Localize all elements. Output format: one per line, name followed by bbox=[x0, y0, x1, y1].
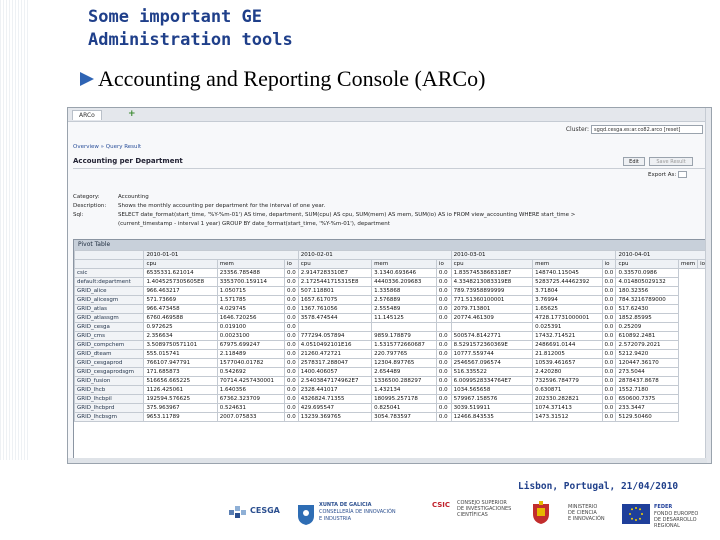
table-row bbox=[75, 278, 708, 287]
pivot-cell: 1126.425061 bbox=[144, 386, 217, 395]
pivot-cell: 1074.371413 bbox=[533, 404, 602, 413]
pivot-cell: 171.685873 bbox=[144, 368, 217, 377]
pivot-cell: 3039.519911 bbox=[451, 404, 533, 413]
pivot-cell bbox=[372, 323, 437, 332]
pivot-cell: 21.812005 bbox=[533, 350, 602, 359]
pivot-cell: 2.9147283310E7 bbox=[298, 269, 371, 278]
pivot-cell: 507.118801 bbox=[298, 287, 371, 296]
table-row bbox=[75, 368, 708, 377]
pivot-cell: 0.0 bbox=[602, 350, 616, 359]
pivot-cell: 20774.461309 bbox=[451, 314, 533, 323]
pivot-row-label[interactable]: GRID_cesga bbox=[75, 323, 144, 332]
pivot-cell: 516.335522 bbox=[451, 368, 533, 377]
pivot-cell: 67362.323709 bbox=[217, 395, 284, 404]
cluster-label: Cluster: bbox=[565, 126, 590, 133]
pivot-row-label[interactable]: GRID_lhcbsgm bbox=[75, 413, 144, 422]
description-value: Shows the monthly accounting per department for the interval of one year. bbox=[118, 203, 326, 209]
pivot-cell: 429.695547 bbox=[298, 404, 371, 413]
pivot-cell: 1.5315772660687 bbox=[372, 341, 437, 350]
new-tab-icon[interactable]: + bbox=[128, 109, 136, 119]
xunta-logo bbox=[297, 496, 417, 536]
sql-value-line-1: SELECT date_format(start_time, '%Y-%m-01') AS time, department, SUM(cpu) AS cpu, SUM(mem) AS mem, SUM(io) AS io FROM view_accounting WHERE start_time > bbox=[118, 212, 576, 218]
pivot-cell: 1.432134 bbox=[372, 386, 437, 395]
pivot-cell: 0.0 bbox=[602, 332, 616, 341]
table-row bbox=[75, 377, 708, 386]
pivot-cell: 0.0 bbox=[285, 377, 299, 386]
pivot-cell: 2.118489 bbox=[217, 350, 284, 359]
pivot-cell: 0.972625 bbox=[144, 323, 217, 332]
xunta-text-2: CONSELLERÍA DE INNOVACIÓN bbox=[319, 509, 396, 515]
ministerio-logo bbox=[530, 496, 610, 536]
pivot-cell: 0.0 bbox=[285, 386, 299, 395]
pivot-cell: 0.0 bbox=[602, 413, 616, 422]
pivot-cell: 148740.115045 bbox=[533, 269, 602, 278]
pivot-cell: 0.0 bbox=[436, 296, 451, 305]
pivot-cell: 4440336.209683 bbox=[372, 278, 437, 287]
pivot-cell: 0.0 bbox=[602, 386, 616, 395]
pivot-cell: 0.0 bbox=[285, 305, 299, 314]
pivot-cell: 1646.720256 bbox=[217, 314, 284, 323]
pivot-cell: 1657.617075 bbox=[298, 296, 371, 305]
breadcrumb[interactable]: Overview » Query Result bbox=[73, 144, 142, 150]
pivot-row-label[interactable]: GRID_dteam bbox=[75, 350, 144, 359]
pivot-cell: 579967.158576 bbox=[451, 395, 533, 404]
pivot-cell: 555.015741 bbox=[144, 350, 217, 359]
pivot-cell: 777294.057894 bbox=[298, 332, 371, 341]
pivot-cell: 0.0 bbox=[602, 305, 616, 314]
browser-tab-bar bbox=[68, 108, 711, 122]
pivot-cell: 0.0 bbox=[602, 269, 616, 278]
table-row bbox=[75, 314, 708, 323]
arco-screenshot bbox=[67, 107, 712, 464]
divider bbox=[73, 168, 709, 169]
pivot-cell: 2007.075833 bbox=[217, 413, 284, 422]
pivot-cell: 9653.11789 bbox=[144, 413, 217, 422]
cluster-selector bbox=[566, 125, 703, 134]
pivot-cell: 10777.559744 bbox=[451, 350, 533, 359]
pivot-cell: 0.33570.0986 bbox=[616, 269, 679, 278]
description-key: Description: bbox=[73, 203, 107, 209]
slide-side-decoration bbox=[0, 0, 30, 460]
pivot-month-header[interactable]: 2010-02-01 bbox=[298, 251, 451, 260]
pivot-cell: 0.0 bbox=[602, 377, 616, 386]
pivot-cell: 12304.897765 bbox=[372, 359, 437, 368]
table-row bbox=[75, 269, 708, 278]
footer-date: Lisbon, Portugal, 21/04/2010 bbox=[518, 481, 679, 492]
sponsor-logos bbox=[200, 496, 720, 540]
pivot-row-label[interactable]: GRID_lhcb bbox=[75, 386, 144, 395]
pivot-cell: 0.0 bbox=[285, 278, 299, 287]
ministerio-text-1: MINISTERIO bbox=[568, 504, 598, 510]
pivot-cell: 0.0 bbox=[436, 359, 451, 368]
pivot-cell bbox=[298, 323, 371, 332]
pivot-row-label[interactable]: GRID_lhcbpil bbox=[75, 395, 144, 404]
feder-text-3: DE DESARROLLO REGIONAL bbox=[654, 517, 697, 529]
pivot-cell: 1.571785 bbox=[217, 296, 284, 305]
pivot-cell: 966.473458 bbox=[144, 305, 217, 314]
cluster-select[interactable]: sgqd.cesga.es:ar.co82.arco [reset] bbox=[591, 125, 703, 134]
pivot-table bbox=[74, 250, 708, 422]
pivot-cell: 789.73958899999 bbox=[451, 287, 533, 296]
pivot-cell: 0.825041 bbox=[372, 404, 437, 413]
pivot-cell: 610892.2481 bbox=[616, 332, 679, 341]
table-row bbox=[75, 359, 708, 368]
csic-text-3: CIENTÍFICAS bbox=[457, 512, 488, 518]
sql-key: Sql: bbox=[73, 212, 84, 218]
pivot-cell: 0.0 bbox=[285, 296, 299, 305]
pivot-month-header[interactable]: 2010-04-01 bbox=[616, 251, 708, 260]
pivot-cell: 1.8357453868318E7 bbox=[451, 269, 533, 278]
pivot-cell: 2878437.8678 bbox=[616, 377, 679, 386]
pivot-cell: 1400.406057 bbox=[298, 368, 371, 377]
pivot-cell: 2.654489 bbox=[372, 368, 437, 377]
pivot-cell: 12466.843535 bbox=[451, 413, 533, 422]
pivot-cell: 0.0 bbox=[602, 296, 616, 305]
pivot-cell: 0.0 bbox=[436, 350, 451, 359]
pivot-cell: 0.0 bbox=[602, 395, 616, 404]
pivot-corner-cell bbox=[75, 260, 144, 269]
pivot-cell: 0.0 bbox=[602, 323, 616, 332]
pivot-cell: 517.62430 bbox=[616, 305, 679, 314]
pivot-cell: 5129.50460 bbox=[616, 413, 679, 422]
horizontal-scrollbar[interactable] bbox=[68, 458, 707, 463]
pivot-cell: 120447.36170 bbox=[616, 359, 679, 368]
feder-text-1: FEDER bbox=[654, 504, 673, 510]
table-row bbox=[75, 341, 708, 350]
pivot-cell: 0.0 bbox=[602, 287, 616, 296]
pivot-metric-header[interactable]: io bbox=[436, 260, 451, 269]
pivot-cell: 0.0 bbox=[285, 323, 299, 332]
table-row bbox=[75, 395, 708, 404]
pivot-cell: 8.5291572360369E bbox=[451, 341, 533, 350]
ministerio-text-3: E INNOVACIÓN bbox=[568, 516, 605, 522]
pivot-cell: 2.555489 bbox=[372, 305, 437, 314]
pivot-row-label[interactable]: GRID_cesgaprod bbox=[75, 359, 144, 368]
pivot-cell: 0.0 bbox=[602, 278, 616, 287]
ministerio-text-2: DE CIENCIA bbox=[568, 510, 597, 516]
pivot-cell: 2.5403847174962E7 bbox=[298, 377, 371, 386]
pivot-cell: 766107.947791 bbox=[144, 359, 217, 368]
export-select[interactable] bbox=[678, 171, 687, 178]
pivot-cell: 13239.369765 bbox=[298, 413, 371, 422]
pivot-cell: 10539.461657 bbox=[533, 359, 602, 368]
cesga-mark-icon bbox=[228, 504, 248, 524]
pivot-cell: 1034.565658 bbox=[451, 386, 533, 395]
pivot-cell: 0.0 bbox=[436, 341, 451, 350]
pivot-cell: 2.1725441715315E8 bbox=[298, 278, 371, 287]
pivot-cell: 0.0 bbox=[436, 386, 451, 395]
xunta-text-3: E INDUSTRIA bbox=[319, 516, 352, 522]
pivot-cell: 202330.282821 bbox=[533, 395, 602, 404]
pivot-row-label[interactable]: GRID_cesgaprodsgm bbox=[75, 368, 144, 377]
pivot-corner-cell bbox=[75, 251, 144, 260]
pivot-metric-header[interactable]: mem bbox=[533, 260, 602, 269]
pivot-row-label[interactable]: GRID_alice bbox=[75, 287, 144, 296]
pivot-cell: 4.029745 bbox=[217, 305, 284, 314]
pivot-cell: 0.0 bbox=[285, 413, 299, 422]
pivot-cell: 0.0 bbox=[602, 368, 616, 377]
pivot-month-header[interactable]: 2010-01-01 bbox=[144, 251, 298, 260]
pivot-cell: 1852.85995 bbox=[616, 314, 679, 323]
pivot-cell: 4.014805029132 bbox=[616, 278, 679, 287]
pivot-cell: 3353700.159114 bbox=[217, 278, 284, 287]
pivot-cell: 0.0 bbox=[602, 404, 616, 413]
pivot-cell: 0.0 bbox=[285, 341, 299, 350]
pivot-cell: 0.0 bbox=[436, 269, 451, 278]
pivot-cell: 2.576889 bbox=[372, 296, 437, 305]
pivot-cell: 2.572079.2021 bbox=[616, 341, 679, 350]
pivot-cell: 0.0 bbox=[285, 269, 299, 278]
pivot-table-panel bbox=[73, 239, 709, 464]
pivot-row-label[interactable]: csic bbox=[75, 269, 144, 278]
pivot-cell: 500574.8142771 bbox=[451, 332, 533, 341]
pivot-cell: 6.0099528334764E7 bbox=[451, 377, 533, 386]
pivot-cell: 0.542692 bbox=[217, 368, 284, 377]
pivot-row-label[interactable]: GRID_lhcbprd bbox=[75, 404, 144, 413]
pivot-month-header[interactable]: 2010-03-01 bbox=[451, 251, 616, 260]
csic-logo bbox=[432, 496, 532, 536]
pivot-cell: 273.5044 bbox=[616, 368, 679, 377]
pivot-cell: 5212.9420 bbox=[616, 350, 679, 359]
pivot-metric-header[interactable]: mem bbox=[678, 260, 697, 269]
pivot-cell: 2.420280 bbox=[533, 368, 602, 377]
xunta-shield-icon bbox=[297, 504, 315, 526]
pivot-cell: 516656.665225 bbox=[144, 377, 217, 386]
table-row bbox=[75, 350, 708, 359]
slide-title-line-2: Administration tools bbox=[88, 30, 293, 50]
pivot-cell: 0.0 bbox=[436, 377, 451, 386]
pivot-cell: 180995.257178 bbox=[372, 395, 437, 404]
pivot-cell: 0.524631 bbox=[217, 404, 284, 413]
pivot-cell: 784.3216789000 bbox=[616, 296, 679, 305]
pivot-metric-header[interactable]: mem bbox=[372, 260, 437, 269]
pivot-cell: 771.51360100001 bbox=[451, 296, 533, 305]
pivot-cell: 11.145125 bbox=[372, 314, 437, 323]
pivot-cell: 1367.761056 bbox=[298, 305, 371, 314]
pivot-cell: 3.5089750571101 bbox=[144, 341, 217, 350]
pivot-cell: 1336500.288297 bbox=[372, 377, 437, 386]
pivot-cell: 966.463217 bbox=[144, 287, 217, 296]
pivot-metric-header[interactable]: mem bbox=[217, 260, 284, 269]
xunta-text-1: XUNTA DE GALICIA bbox=[319, 502, 372, 508]
csic-text-1: CONSEJO SUPERIOR bbox=[457, 500, 507, 506]
pivot-cell: 4.0510492101E16 bbox=[298, 341, 371, 350]
table-row bbox=[75, 332, 708, 341]
category-key: Category: bbox=[73, 194, 100, 200]
pivot-cell: 6535331.621014 bbox=[144, 269, 217, 278]
pivot-cell: 180.32356 bbox=[616, 287, 679, 296]
bullet-arrow-icon bbox=[80, 72, 94, 86]
table-row bbox=[75, 287, 708, 296]
pivot-cell: 0.0 bbox=[285, 314, 299, 323]
pivot-cell: 2578317.288047 bbox=[298, 359, 371, 368]
pivot-cell: 0.0 bbox=[285, 287, 299, 296]
pivot-metric-header[interactable]: io bbox=[698, 260, 708, 269]
pivot-cell: 1.65625 bbox=[533, 305, 602, 314]
pivot-cell: 1.050715 bbox=[217, 287, 284, 296]
pivot-cell: 0.0 bbox=[436, 287, 451, 296]
pivot-row-label[interactable]: GRID_compchem bbox=[75, 341, 144, 350]
pivot-cell: 3.1340.693646 bbox=[372, 269, 437, 278]
pivot-cell: 2079.713801 bbox=[451, 305, 533, 314]
eu-flag-icon bbox=[622, 504, 650, 524]
pivot-cell: 0.630871 bbox=[533, 386, 602, 395]
pivot-cell: 2486691.0144 bbox=[533, 341, 602, 350]
pivot-cell: 0.0 bbox=[602, 359, 616, 368]
slide-title bbox=[88, 6, 293, 52]
pivot-cell: 9859.178879 bbox=[372, 332, 437, 341]
pivot-cell: 4728.17731000001 bbox=[533, 314, 602, 323]
pivot-row-label[interactable]: default:department bbox=[75, 278, 144, 287]
pivot-cell: 17432.714521 bbox=[533, 332, 602, 341]
edit-button[interactable]: Edit bbox=[623, 157, 645, 166]
pivot-cell: 0.0 bbox=[436, 305, 451, 314]
table-row bbox=[75, 323, 708, 332]
pivot-cell: 2.356634 bbox=[144, 332, 217, 341]
page-title: Accounting per Department bbox=[73, 157, 183, 165]
sql-value-line-2: (current_timestamp - interval 1 year) GROUP BY date_format(start_time, '%Y-%m-01'), department bbox=[118, 221, 390, 227]
pivot-metric-header[interactable]: cpu bbox=[451, 260, 533, 269]
pivot-metric-header[interactable]: cpu bbox=[616, 260, 679, 269]
pivot-cell: 1.4045257305605E8 bbox=[144, 278, 217, 287]
pivot-cell: 1473.31512 bbox=[533, 413, 602, 422]
pivot-cell: 1577040.01782 bbox=[217, 359, 284, 368]
pivot-cell: 2328.441017 bbox=[298, 386, 371, 395]
query-metadata bbox=[73, 193, 688, 229]
pivot-metric-header[interactable]: cpu bbox=[144, 260, 217, 269]
export-label: Export As: bbox=[648, 172, 677, 178]
bullet-text: Accounting and Reporting Console (ARCo) bbox=[98, 66, 486, 91]
pivot-cell: 220.797765 bbox=[372, 350, 437, 359]
pivot-cell: 0.025391 bbox=[533, 323, 602, 332]
pivot-cell: 0.0 bbox=[285, 368, 299, 377]
pivot-cell: 0.0 bbox=[285, 350, 299, 359]
slide-title-line-1: Some important GE bbox=[88, 7, 262, 27]
pivot-table-title: Pivot Table bbox=[74, 240, 708, 250]
pivot-cell: 233.3447 bbox=[616, 404, 679, 413]
feder-text-2: FONDO EUROPEO bbox=[654, 511, 699, 517]
csic-text-2: DE INVESTIGACIONES bbox=[457, 506, 512, 512]
pivot-row-label[interactable]: GRID_cms bbox=[75, 332, 144, 341]
cesga-text: CESGA bbox=[250, 506, 280, 515]
table-row bbox=[75, 296, 708, 305]
pivot-cell: 3.76994 bbox=[533, 296, 602, 305]
pivot-cell: 0.0 bbox=[285, 359, 299, 368]
pivot-cell: 375.963967 bbox=[144, 404, 217, 413]
pivot-metric-header[interactable]: cpu bbox=[298, 260, 371, 269]
pivot-cell: 2546567.096574 bbox=[451, 359, 533, 368]
pivot-cell: 650600.7375 bbox=[616, 395, 679, 404]
vertical-scrollbar[interactable] bbox=[705, 108, 711, 464]
pivot-cell: 4.3348213083319E8 bbox=[451, 278, 533, 287]
pivot-cell: 571.73669 bbox=[144, 296, 217, 305]
tab-arco[interactable]: ARCo bbox=[72, 110, 102, 120]
pivot-cell: 0.0 bbox=[285, 332, 299, 341]
pivot-cell: 21260.472721 bbox=[298, 350, 371, 359]
table-row bbox=[75, 404, 708, 413]
pivot-cell: 3.71804 bbox=[533, 287, 602, 296]
pivot-row-label[interactable]: GRID_fusion bbox=[75, 377, 144, 386]
pivot-cell: 3054.783597 bbox=[372, 413, 437, 422]
pivot-row-label[interactable]: GRID_atlas bbox=[75, 305, 144, 314]
pivot-cell: 732596.784779 bbox=[533, 377, 602, 386]
pivot-cell: 5283725.44462392 bbox=[533, 278, 602, 287]
table-row bbox=[75, 386, 708, 395]
table-row bbox=[75, 305, 708, 314]
pivot-cell: 6760.469588 bbox=[144, 314, 217, 323]
pivot-cell: 0.25209 bbox=[616, 323, 679, 332]
pivot-cell: 23356.785488 bbox=[217, 269, 284, 278]
save-result-button[interactable]: Save Result bbox=[649, 157, 693, 166]
pivot-cell: 0.0 bbox=[436, 332, 451, 341]
pivot-cell: 0.019100 bbox=[217, 323, 284, 332]
pivot-metric-header[interactable]: io bbox=[602, 260, 616, 269]
pivot-cell bbox=[436, 323, 451, 332]
export-as bbox=[648, 171, 687, 178]
pivot-cell: 192594.576625 bbox=[144, 395, 217, 404]
pivot-cell: 4326824.71355 bbox=[298, 395, 371, 404]
pivot-cell: 1.335868 bbox=[372, 287, 437, 296]
pivot-cell: 0.0 bbox=[436, 368, 451, 377]
pivot-cell: 0.0 bbox=[436, 278, 451, 287]
pivot-cell: 0.0 bbox=[436, 395, 451, 404]
pivot-cell: 0.0023100 bbox=[217, 332, 284, 341]
pivot-row-label[interactable]: GRID_alicesgm bbox=[75, 296, 144, 305]
pivot-cell: 0.0 bbox=[602, 314, 616, 323]
pivot-cell: 0.0 bbox=[436, 314, 451, 323]
cesga-logo bbox=[228, 496, 308, 536]
pivot-cell: 0.0 bbox=[285, 395, 299, 404]
pivot-cell: 0.0 bbox=[602, 341, 616, 350]
table-row bbox=[75, 413, 708, 422]
pivot-cell: 70714.4257430001 bbox=[217, 377, 284, 386]
pivot-cell bbox=[451, 323, 533, 332]
pivot-cell: 67975.699247 bbox=[217, 341, 284, 350]
pivot-cell: 1.640356 bbox=[217, 386, 284, 395]
pivot-cell: 3578.474544 bbox=[298, 314, 371, 323]
feder-logo bbox=[622, 496, 718, 536]
pivot-cell: 0.0 bbox=[436, 404, 451, 413]
pivot-cell: 0.0 bbox=[436, 413, 451, 422]
spain-crest-icon bbox=[530, 500, 552, 526]
category-value: Accounting bbox=[118, 194, 149, 200]
pivot-row-label[interactable]: GRID_atlassgm bbox=[75, 314, 144, 323]
pivot-metric-header[interactable]: io bbox=[285, 260, 299, 269]
pivot-cell: 1552.7180 bbox=[616, 386, 679, 395]
csic-mark: CSIC bbox=[432, 501, 451, 509]
pivot-cell: 0.0 bbox=[285, 404, 299, 413]
